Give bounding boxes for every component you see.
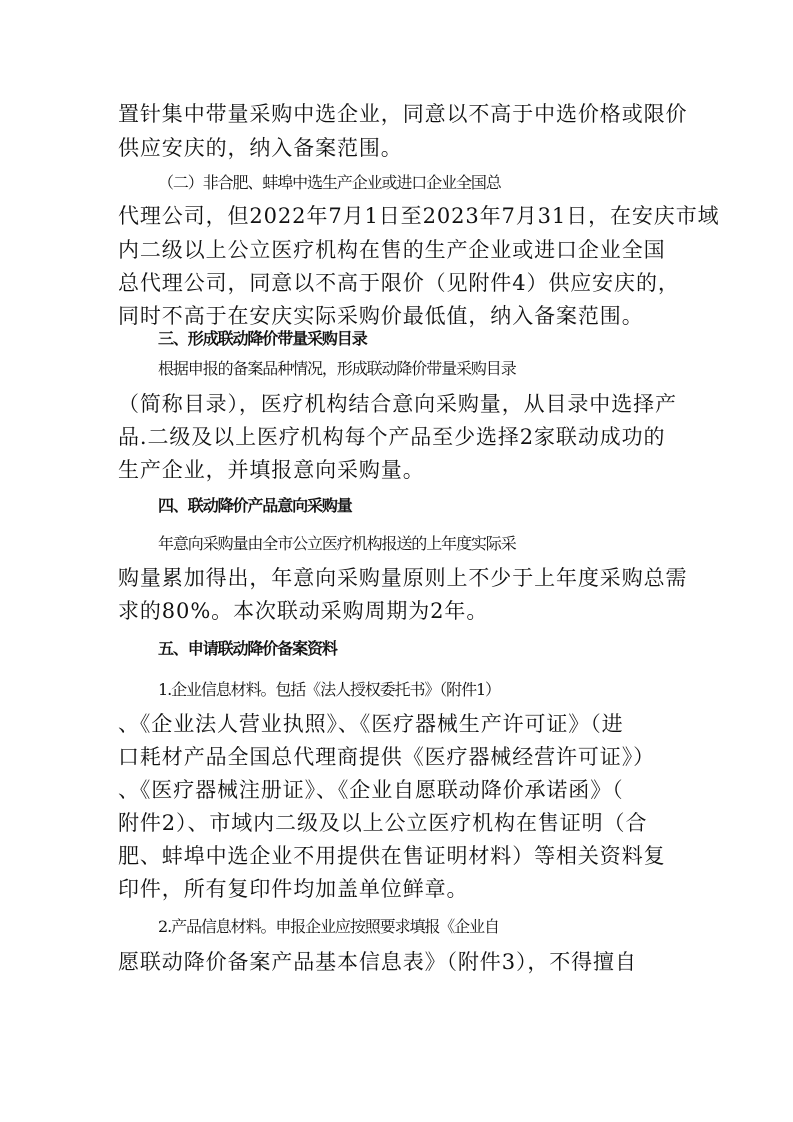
paragraph-line: 供应安庆的，纳入备案范围。 bbox=[118, 136, 403, 160]
paragraph-line: 内二级以上公立医疗机构在售的生产企业或进口企业全国 bbox=[118, 238, 666, 262]
section-heading: 五、申请联动降价备案资料 bbox=[158, 639, 337, 658]
paragraph-line: 、《企业法人营业执照》、《医疗器械生产许可证》（进 bbox=[118, 712, 624, 736]
paragraph-line: 附件2）、市域内二级及以上公立医疗机构在售证明（合 bbox=[118, 811, 648, 835]
paragraph-line: 购量累加得出，年意向采购量原则上不少于上年度采购总需 bbox=[118, 566, 688, 590]
paragraph-line: 2.产品信息材料。申报企业应按照要求填报《企业自 bbox=[158, 917, 499, 936]
paragraph-line: 品.二级及以上医疗机构每个产品至少选择2家联动成功的 bbox=[118, 425, 666, 449]
paragraph-line: 愿联动降价备案产品基本信息表》（附件3），不得擅自 bbox=[118, 950, 637, 974]
paragraph-line: 生产企业，并填报意向采购量。 bbox=[118, 458, 425, 482]
paragraph-line: 1.企业信息材料。包括《法人授权委托书》（附件1） bbox=[158, 680, 500, 699]
paragraph-line: 根据申报的备案品种情况，形成联动降价带量采购目录 bbox=[158, 359, 516, 378]
section-heading: 四、联动降价产品意向采购量 bbox=[158, 496, 352, 515]
paragraph-line: 肥、蚌埠中选企业不用提供在售证明材料）等相关资料复 bbox=[118, 844, 666, 868]
paragraph-line: 印件，所有复印件均加盖单位鲜章。 bbox=[118, 877, 469, 901]
paragraph-line: 、《医疗器械注册证》、《企业自愿联动降价承诺函》（ bbox=[118, 778, 624, 802]
paragraph-line: 同时不高于在安庆实际采购价最低值，纳入备案范围。 bbox=[118, 304, 644, 328]
paragraph-line: （二）非合肥、蚌埠中选生产企业或进口企业全国总 bbox=[158, 173, 501, 192]
paragraph-line: 代理公司，但2022年7月1日至2023年7月31日，在安庆市域 bbox=[118, 204, 720, 228]
paragraph-line: 求的80%。本次联动采购周期为2年。 bbox=[118, 599, 489, 623]
paragraph-line: 年意向采购量由全市公立医疗机构报送的上年度实际采 bbox=[158, 534, 516, 553]
paragraph-line: （简称目录），医疗机构结合意向采购量，从目录中选择产 bbox=[118, 392, 677, 416]
paragraph-line: 总代理公司，同意以不高于限价（见附件4）供应安庆的， bbox=[118, 271, 680, 295]
paragraph-line: 口耗材产品全国总代理商提供《医疗器械经营许可证》） bbox=[118, 745, 655, 769]
section-heading: 三、形成联动降价带量采购目录 bbox=[158, 329, 367, 348]
paragraph-line: 置针集中带量采购中选企业，同意以不高于中选价格或限价 bbox=[118, 102, 688, 126]
